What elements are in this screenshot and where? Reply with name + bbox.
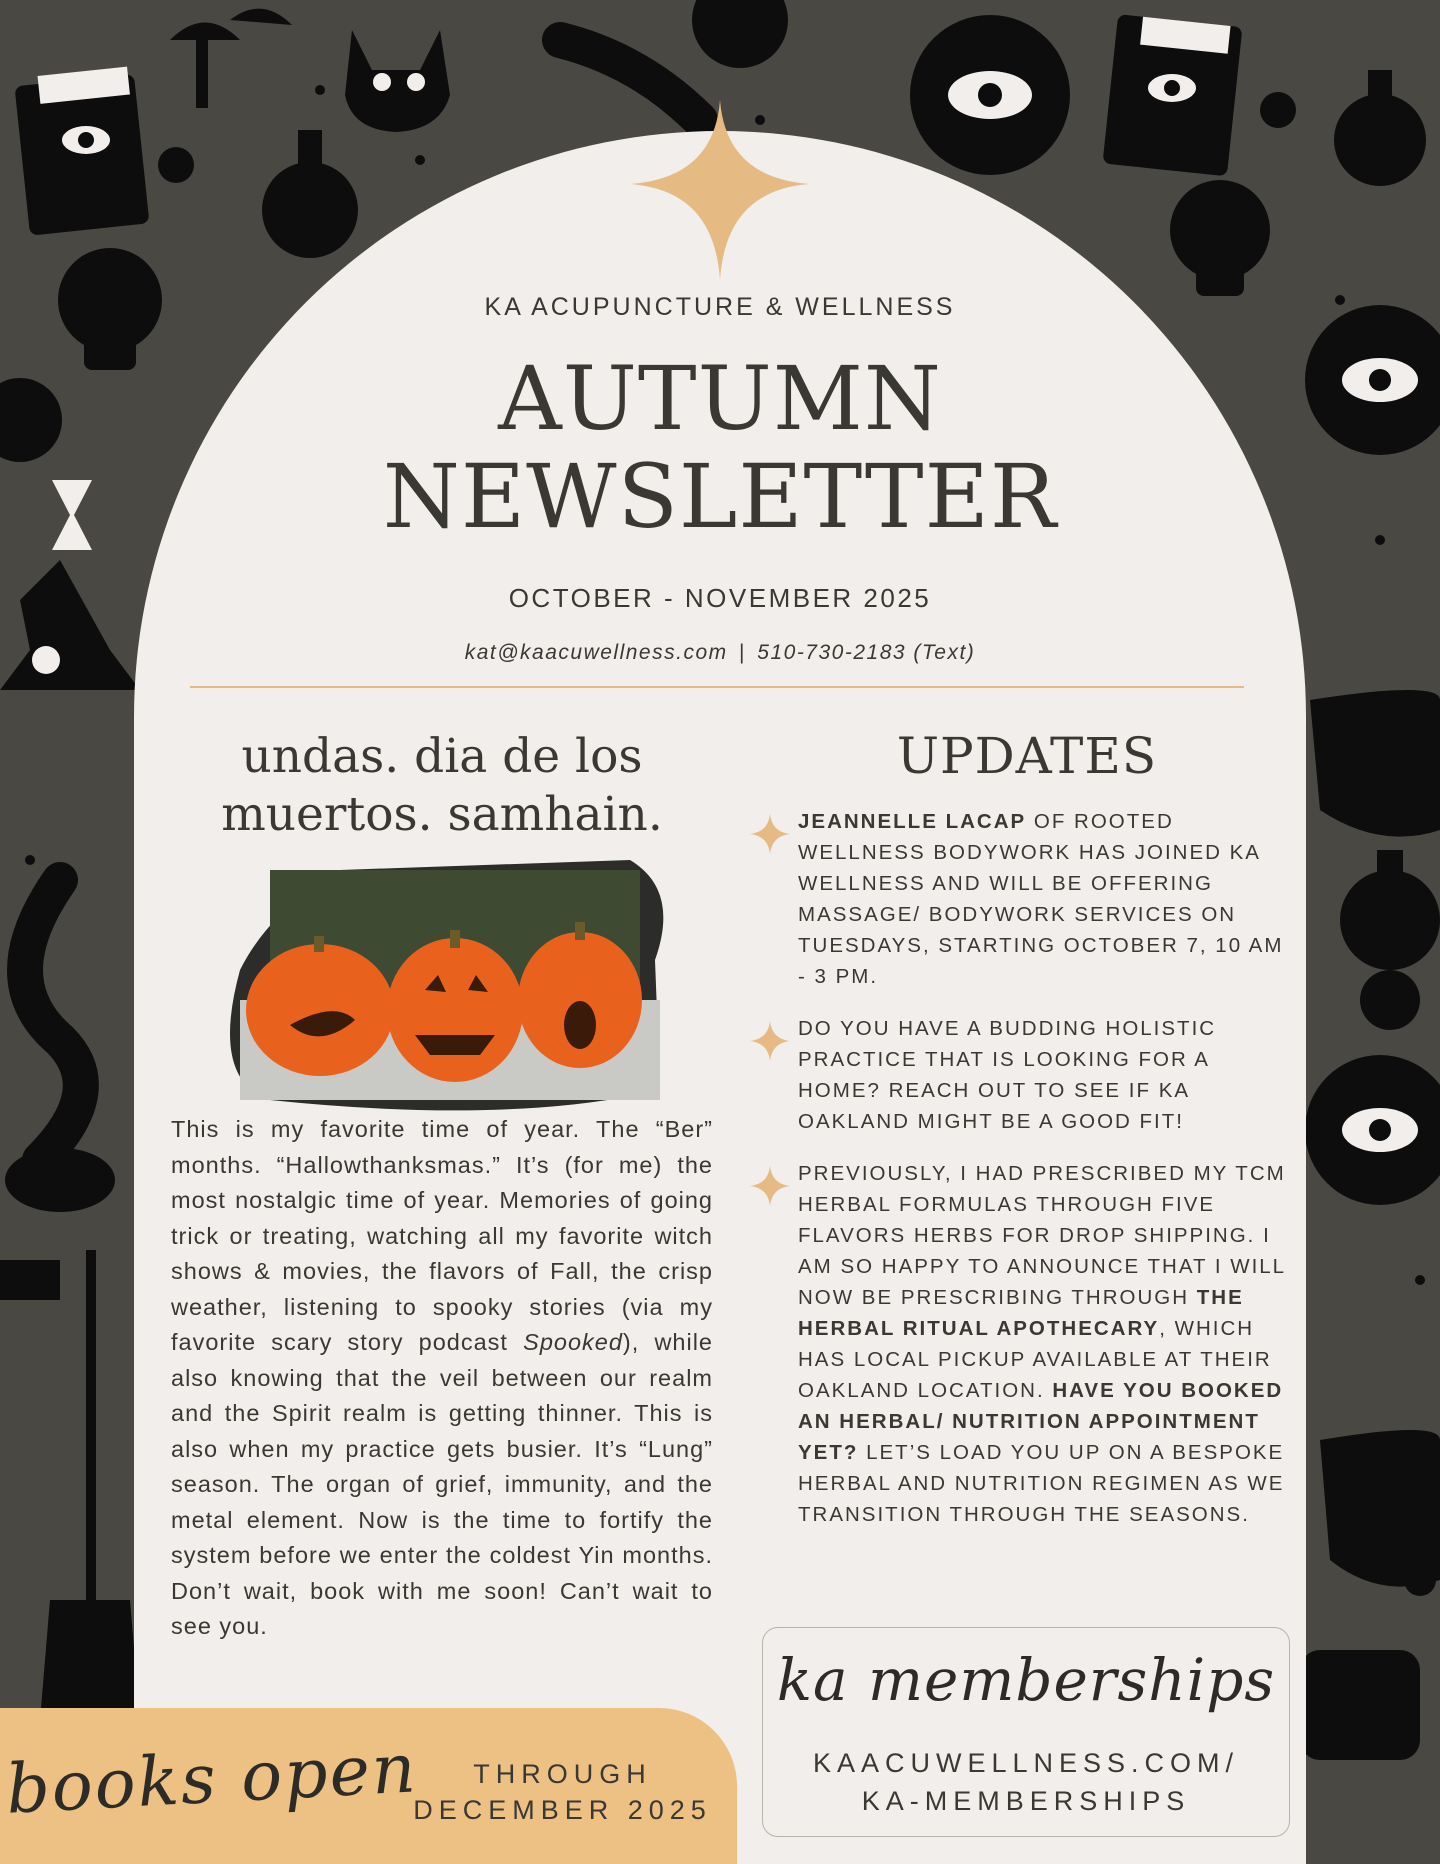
left-heading-line-2: muertos. samhain. (221, 787, 663, 842)
intro-paragraph (171, 1112, 713, 1645)
through-line-2: DECEMBER 2025 (413, 1795, 712, 1825)
through-line-1: THROUGH (473, 1759, 652, 1789)
contact-separator: | (738, 641, 746, 664)
sparkle-bullet-icon (750, 1021, 790, 1061)
memberships-url-line-1: KAACUWELLNESS.COM/ (812, 1748, 1240, 1778)
sparkle-bullet-icon (750, 814, 790, 854)
updates-list (750, 806, 1290, 1551)
newsletter-title (0, 347, 1440, 548)
update-2-text: DO YOU HAVE A BUDDING HOLISTIC PRACTICE THAT IS LOOKING FOR A HOME? REACH OUT TO SEE IF KA OAKLAND MIGHT BE A GOOD FIT! (798, 1017, 1217, 1133)
phone-link[interactable]: 510-730-2183 (Text) (757, 641, 976, 664)
update-item-2 (750, 1013, 1290, 1137)
update-1-text: OF ROOTED WELLNESS BODYWORK HAS JOINED KA WELLNESS AND WILL BE OFFERING MASSAGE/ BODYWORK SERVICES ON TUESDAYS, STARTING OCTOBER 7, 10 AM - 3 PM. (798, 810, 1284, 988)
newsletter-dates: OCTOBER - NOVEMBER 2025 (508, 583, 932, 613)
memberships-url-line-2: KA-MEMBERSHIPS (861, 1786, 1191, 1816)
title-line-2: NEWSLETTER (382, 445, 1058, 548)
contact-line (0, 641, 1440, 665)
memberships-box[interactable] (762, 1627, 1290, 1837)
pumpkin-photo (210, 850, 670, 1115)
update-1-name: JEANNELLE LACAP (798, 810, 1027, 833)
books-open-script: books open (4, 1729, 420, 1830)
update-3-booking-question: HAVE YOU BOOKED AN HERBAL/ NUTRITION APPOINTMENT YET? (798, 1379, 1284, 1464)
email-link[interactable]: kat@kaacuwellness.com (464, 641, 728, 664)
update-3-text-b: , WHICH HAS LOCAL PICKUP AVAILABLE AT THEIR OAKLAND LOCATION. (798, 1317, 1272, 1402)
left-heading (170, 728, 714, 844)
books-open-banner (0, 1708, 737, 1864)
memberships-url[interactable] (763, 1744, 1289, 1820)
magic-book-icon (14, 67, 149, 236)
update-item-3 (750, 1158, 1290, 1530)
podcast-name: Spooked (523, 1329, 623, 1355)
books-open-through (390, 1756, 735, 1828)
update-3-text-a: PREVIOUSLY, I HAD PRESCRIBED MY TCM HERBAL FORMULAS THROUGH FIVE FLAVORS HERBS FOR DROP SHIPPING. I AM SO HAPPY TO ANNOUNCE THAT I WILL NOW BE PRESCRIBING THROUGH (798, 1162, 1286, 1309)
memberships-script: ka memberships (776, 1646, 1276, 1714)
update-3-apothecary: THE HERBAL RITUAL APOTHECARY (798, 1286, 1244, 1340)
title-line-1: AUTUMN (498, 347, 942, 450)
sparkle-star-icon (630, 100, 810, 280)
brand-name: KA ACUPUNCTURE & WELLNESS (484, 293, 956, 321)
intro-text-part-2: ), while also knowing that the veil between our realm and the Spirit realm is getting thinner. This is also when my practice gets busier. It’s “Lung” season. The organ of grief, immunity, and the metal element. Now is the time to fortify the system before we enter the coldest Yin months. Don’t wait, book with me soon! Can’t wait to see you. (171, 1329, 714, 1639)
left-heading-line-1: undas. dia de los (241, 729, 643, 784)
magic-book-icon (1102, 14, 1242, 176)
update-3-text-c: LET’S LOAD YOU UP ON A BESPOKE HERBAL AND NUTRITION REGIMEN AS WE TRANSITION THROUGH THE SEASONS. (798, 1441, 1285, 1526)
sparkle-bullet-icon (750, 1166, 790, 1206)
intro-text-part-1: This is my favorite time of year. The “Ber” months. “Hallowthanksmas.” It’s (for me) the most nostalgic time of year. Memories of going trick or treating, watching all my favorite witch shows & movies, the flavors of Fall, the crisp weather, listening to spooky stories (via my favorite scary story podcast (171, 1116, 713, 1355)
updates-heading: UPDATES (896, 727, 1158, 785)
header-divider (190, 686, 1244, 688)
update-item-1 (750, 806, 1290, 992)
